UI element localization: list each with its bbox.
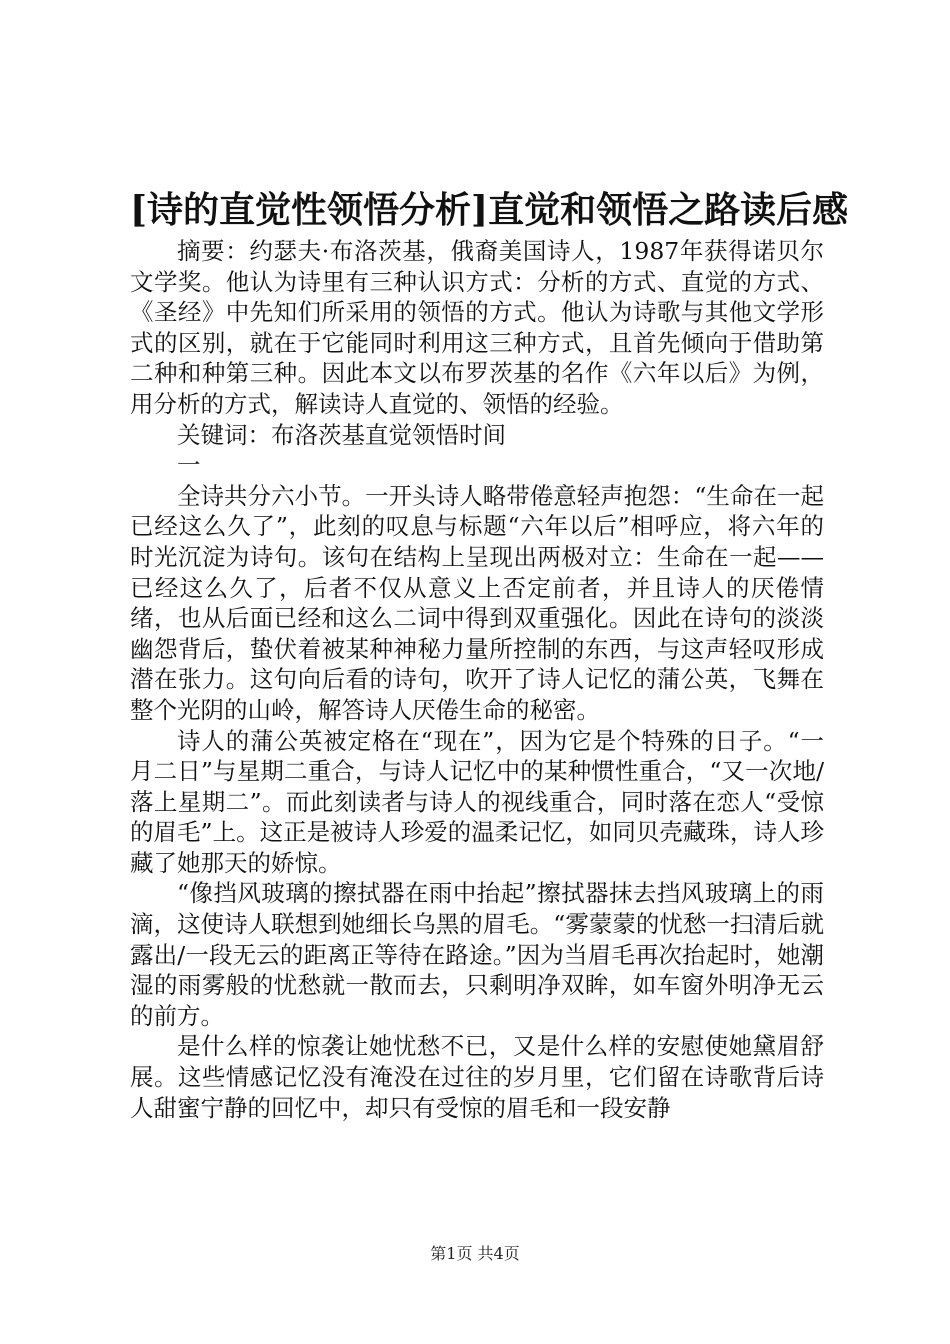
- keywords-paragraph: 关键词：布洛茨基直觉领悟时间: [177, 420, 506, 449]
- document-title: [诗的直觉性领悟分析]直觉和领悟之路读后感: [130, 189, 849, 231]
- section-heading: 一: [177, 451, 201, 480]
- page-footer: 第1页 共4页: [430, 1244, 520, 1263]
- body-paragraph: 诗人的蒲公英被定格在“现在”，因为它是个特殊的日子。“一月二日”与星期二重合，与诗人记忆中的某种惯性重合，“又一次地/落上星期二”。而此刻读者与诗人的视线重合，同时落在恋人“受惊的眉毛”上。这正是被诗人珍爱的温柔记忆，如同贝壳藏珠，诗人珍藏了她那天的娇惊。: [130, 726, 824, 877]
- document-body: [130, 236, 824, 1123]
- body-paragraph: “像挡风玻璃的擦拭器在雨中抬起”擦拭器抹去挡风玻璃上的雨滴，这使诗人联想到她细长乌黑的眉毛。“雾蒙蒙的忧愁一扫清后就露出/一段无云的距离正等待在路途。”因为当眉毛再次抬起时，她潮湿的雨雾般的忧愁就一散而去，只剩明净双眸，如车窗外明净无云的前方。: [130, 879, 824, 1030]
- body-paragraph: 全诗共分六小节。一开头诗人略带倦意轻声抱怨：“生命在一起已经这么久了”，此刻的叹息与标题“六年以后”相呼应，将六年的时光沉淀为诗句。该句在结构上呈现出两极对立：生命在一起——已经这么久了，后者不仅从意义上否定前者，并且诗人的厌倦情绪，也从后面已经和这么二词中得到双重强化。因此在诗句的淡淡幽怨背后，蛰伏着被某种神秘力量所控制的东西，与这声轻叹形成潜在张力。这句向后看的诗句，吹开了诗人记忆的蒲公英，飞舞在整个光阴的山岭，解答诗人厌倦生命的秘密。: [130, 481, 824, 724]
- body-paragraph: 是什么样的惊袭让她忧愁不已，又是什么样的安慰使她黛眉舒展。这些情感记忆没有淹没在过往的岁月里，它们留在诗歌背后诗人甜蜜宁静的回忆中，却只有受惊的眉毛和一段安静: [130, 1032, 824, 1122]
- abstract-paragraph: 摘要：约瑟夫·布洛茨基，俄裔美国诗人，1987年获得诺贝尔文学奖。他认为诗里有三种认识方式：分析的方式、直觉的方式、《圣经》中先知们所采用的领悟的方式。他认为诗歌与其他文学形式的区别，就在于它能同时利用这三种方式，且首先倾向于借助第二种和种第三种。因此本文以布罗茨基的名作《六年以后》为例，用分析的方式，解读诗人直觉的、领悟的经验。: [130, 237, 824, 418]
